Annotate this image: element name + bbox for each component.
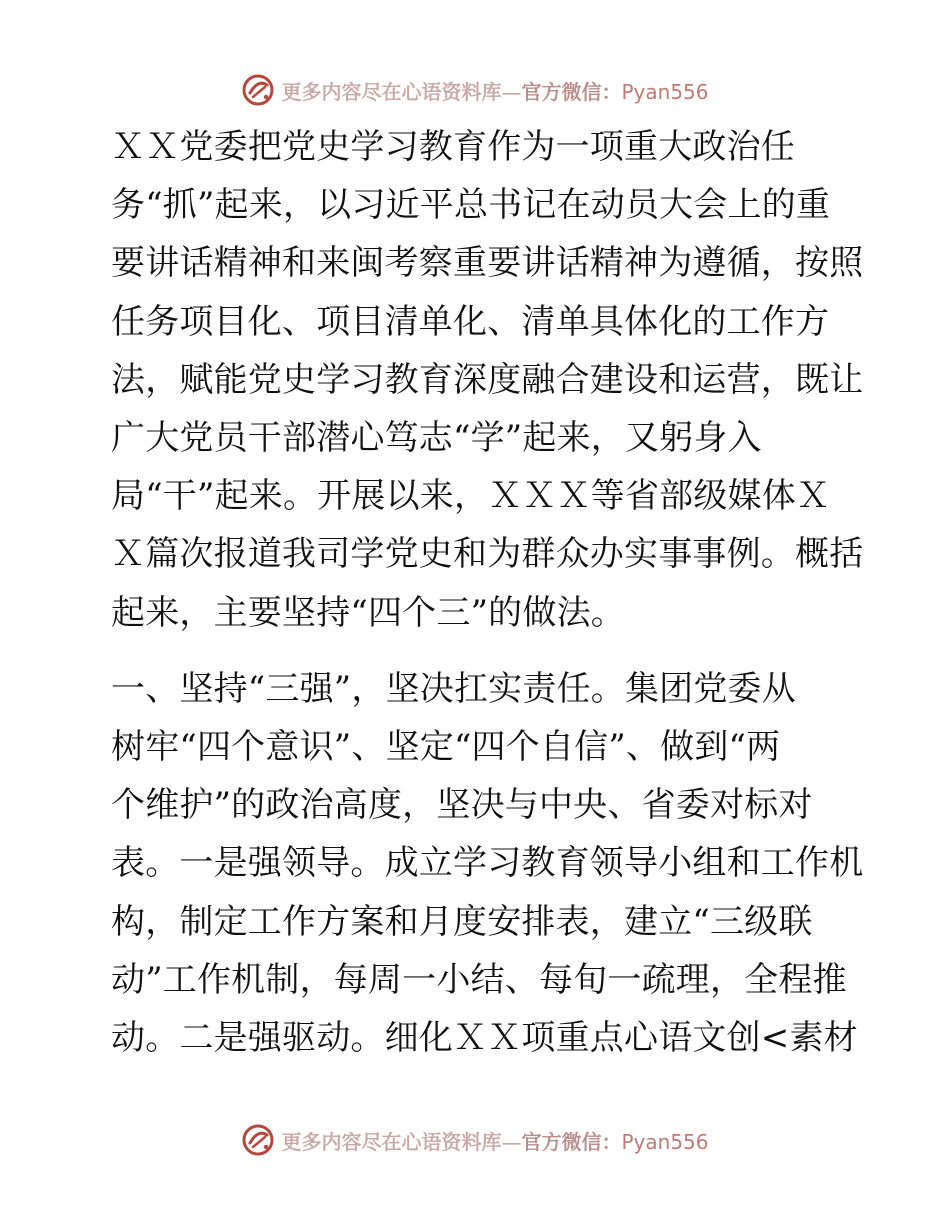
footer-watermark: [0, 1120, 950, 1160]
watermark-separator: —: [501, 79, 522, 104]
text-line: 要讲话精神和来闽考察重要讲话精神为遵循，按照: [111, 243, 864, 284]
text-line: ＸＸ党委把党史学习教育作为一项重大政治任: [111, 127, 795, 167]
text-line: 法，赋能党史学习教育深度融合建设和运营，既让: [111, 359, 864, 400]
text-line: 动”工作机制，每周一小结、每旬一疏理，全程推: [111, 959, 847, 1000]
watermark-wechat-label: 官方微信：: [521, 1129, 622, 1154]
paragraph-section-one: [97, 660, 864, 1067]
watermark-text: [281, 1126, 708, 1155]
text-line: 动。二是强驱动。细化ＸＸ项重点心语文创<素材: [111, 1018, 858, 1059]
header-watermark: [0, 70, 950, 110]
text-line: 起来，主要坚持“四个三”的做法。: [111, 592, 625, 633]
text-line: 任务项目化、项目清单化、清单具体化的工作方: [111, 301, 830, 342]
document-body: [97, 118, 864, 1067]
text-line: 局“干”起来。开展以来，ＸＸＸ等省部级媒体Ｘ: [111, 476, 831, 517]
watermark-wechat-id: Pyan556: [621, 1129, 709, 1154]
text-line: 一、坚持“三强”，坚决扛实责任。集团党委从: [111, 668, 796, 709]
text-line: 树牢“四个意识”、坚定“四个自信”、做到“两: [111, 727, 781, 768]
watermark-text: [281, 76, 708, 105]
text-line: 表。一是强领导。成立学习教育领导小组和工作机: [111, 843, 864, 884]
library-logo-icon: [241, 73, 275, 107]
library-logo-icon: [241, 1123, 275, 1157]
watermark-wechat-id: Pyan556: [621, 79, 709, 104]
text-line: 务“抓”起来，以习近平总书记在动员大会上的重: [111, 185, 831, 226]
watermark-library-text: 更多内容尽在心语资料库: [281, 1129, 502, 1154]
text-line: Ｘ篇次报道我司学党史和为群众办实事事例。概括: [111, 534, 864, 575]
watermark-library-text: 更多内容尽在心语资料库: [281, 79, 502, 104]
text-line: 广大党员干部潜心笃志“学”起来，又躬身入: [111, 418, 762, 459]
paragraph-intro: [97, 118, 864, 642]
watermark-wechat-label: 官方微信：: [521, 79, 622, 104]
text-line: 构，制定工作方案和月度安排表，建立“三级联: [111, 901, 813, 942]
text-line: 个维护”的政治高度，坚决与中央、省委对标对: [111, 785, 813, 826]
watermark-separator: —: [501, 1129, 522, 1154]
